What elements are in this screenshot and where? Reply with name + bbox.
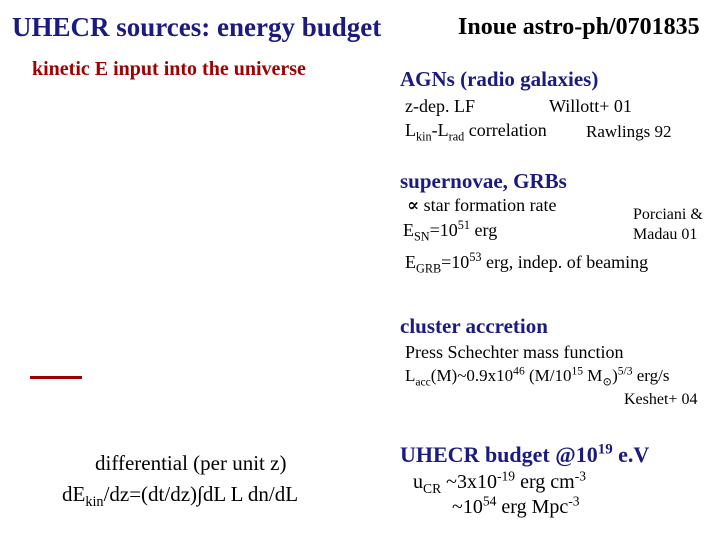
differential-label: differential (per unit z) <box>95 451 287 475</box>
agn-heading: AGNs (radio galaxies) <box>400 67 599 91</box>
egrb-eq: =10 <box>441 252 470 272</box>
ucr-unit-exp: -3 <box>574 468 587 484</box>
lacc-exp2: 15 <box>571 364 584 378</box>
propto-symbol: ∝ <box>407 195 420 215</box>
lacc-exp3: 5/3 <box>617 364 633 378</box>
lacc-formula <box>405 364 670 389</box>
budget-heading <box>400 442 649 468</box>
agn-correlation <box>405 120 547 144</box>
ucr-val-exp: -19 <box>496 468 516 484</box>
kinetic-formula <box>62 482 299 511</box>
sn-sfr <box>407 195 557 216</box>
sn-ref-line2: Madau 01 <box>633 226 698 243</box>
formula-part-c: dL L dn/dL <box>202 482 299 506</box>
sun-symbol: ⊙ <box>602 375 613 389</box>
esn-line <box>403 218 498 244</box>
esn-e: E <box>403 220 414 240</box>
press-schechter: Press Schechter mass function <box>405 342 624 362</box>
sn-sfr-text: star formation rate <box>419 195 557 215</box>
page-title: UHECR sources: energy budget <box>12 12 382 42</box>
lacc-m: (M)~0.9x10 <box>430 366 514 385</box>
formula-part-a: dE <box>62 482 86 506</box>
egrb-exp: 53 <box>469 250 482 264</box>
agn-kin: kin <box>416 129 432 144</box>
formula-kin: kin <box>85 494 104 511</box>
formula-part-b: /dz=(dt/dz) <box>103 482 198 506</box>
sn-ref-line1: Porciani & <box>633 206 703 223</box>
agn-corr: correlation <box>464 120 547 140</box>
red-dash <box>30 376 82 379</box>
lacc-sub: acc <box>415 375 431 389</box>
agn-lf-ref: Willott+ 01 <box>549 96 632 116</box>
ucr-unit: erg cm <box>515 471 575 493</box>
integral-symbol: ∫ <box>197 482 203 506</box>
budget-line2-val: ~10 <box>452 496 483 518</box>
agn-dash: -L <box>431 120 449 140</box>
reference: Inoue astro-ph/0701835 <box>458 14 700 40</box>
budget-line2-exp: 54 <box>482 493 497 509</box>
lacc-msun: M <box>583 366 603 385</box>
left-heading: kinetic E input into the universe <box>32 58 306 80</box>
egrb-line <box>405 250 649 276</box>
esn-eq: =10 <box>429 220 458 240</box>
esn-unit: erg <box>470 220 498 240</box>
agn-corr-ref: Rawlings 92 <box>586 122 672 141</box>
ucr-line <box>413 468 587 496</box>
budget-line2 <box>452 493 580 519</box>
lacc-close: ) <box>612 366 618 385</box>
agn-lf: z-dep. LF <box>405 96 475 116</box>
lacc-mid: (M/10 <box>524 366 572 385</box>
egrb-rest: erg, indep. of beaming <box>481 252 649 272</box>
cluster-ref: Keshet+ 04 <box>624 391 698 408</box>
sn-heading: supernovae, GRBs <box>400 169 567 193</box>
esn-sub: SN <box>414 229 430 244</box>
ucr-u: u <box>413 471 423 493</box>
lacc-l: L <box>405 366 416 385</box>
budget-line2-unit: erg Mpc <box>496 496 569 518</box>
budget-heading-b: e.V <box>612 442 650 467</box>
egrb-sub: GRB <box>416 261 442 276</box>
cluster-heading: cluster accretion <box>400 314 548 338</box>
budget-heading-exp: 19 <box>597 441 613 458</box>
ucr-val: ~3x10 <box>441 471 497 493</box>
egrb-e: E <box>405 252 416 272</box>
lacc-exp1: 46 <box>513 364 525 378</box>
budget-line2-unit-exp: -3 <box>568 493 580 509</box>
lacc-unit: erg/s <box>632 366 670 385</box>
ucr-sub: CR <box>423 481 442 496</box>
agn-l: L <box>405 120 416 140</box>
esn-exp: 51 <box>457 218 471 232</box>
agn-rad: rad <box>448 129 465 144</box>
budget-heading-a: UHECR budget @10 <box>400 442 598 467</box>
